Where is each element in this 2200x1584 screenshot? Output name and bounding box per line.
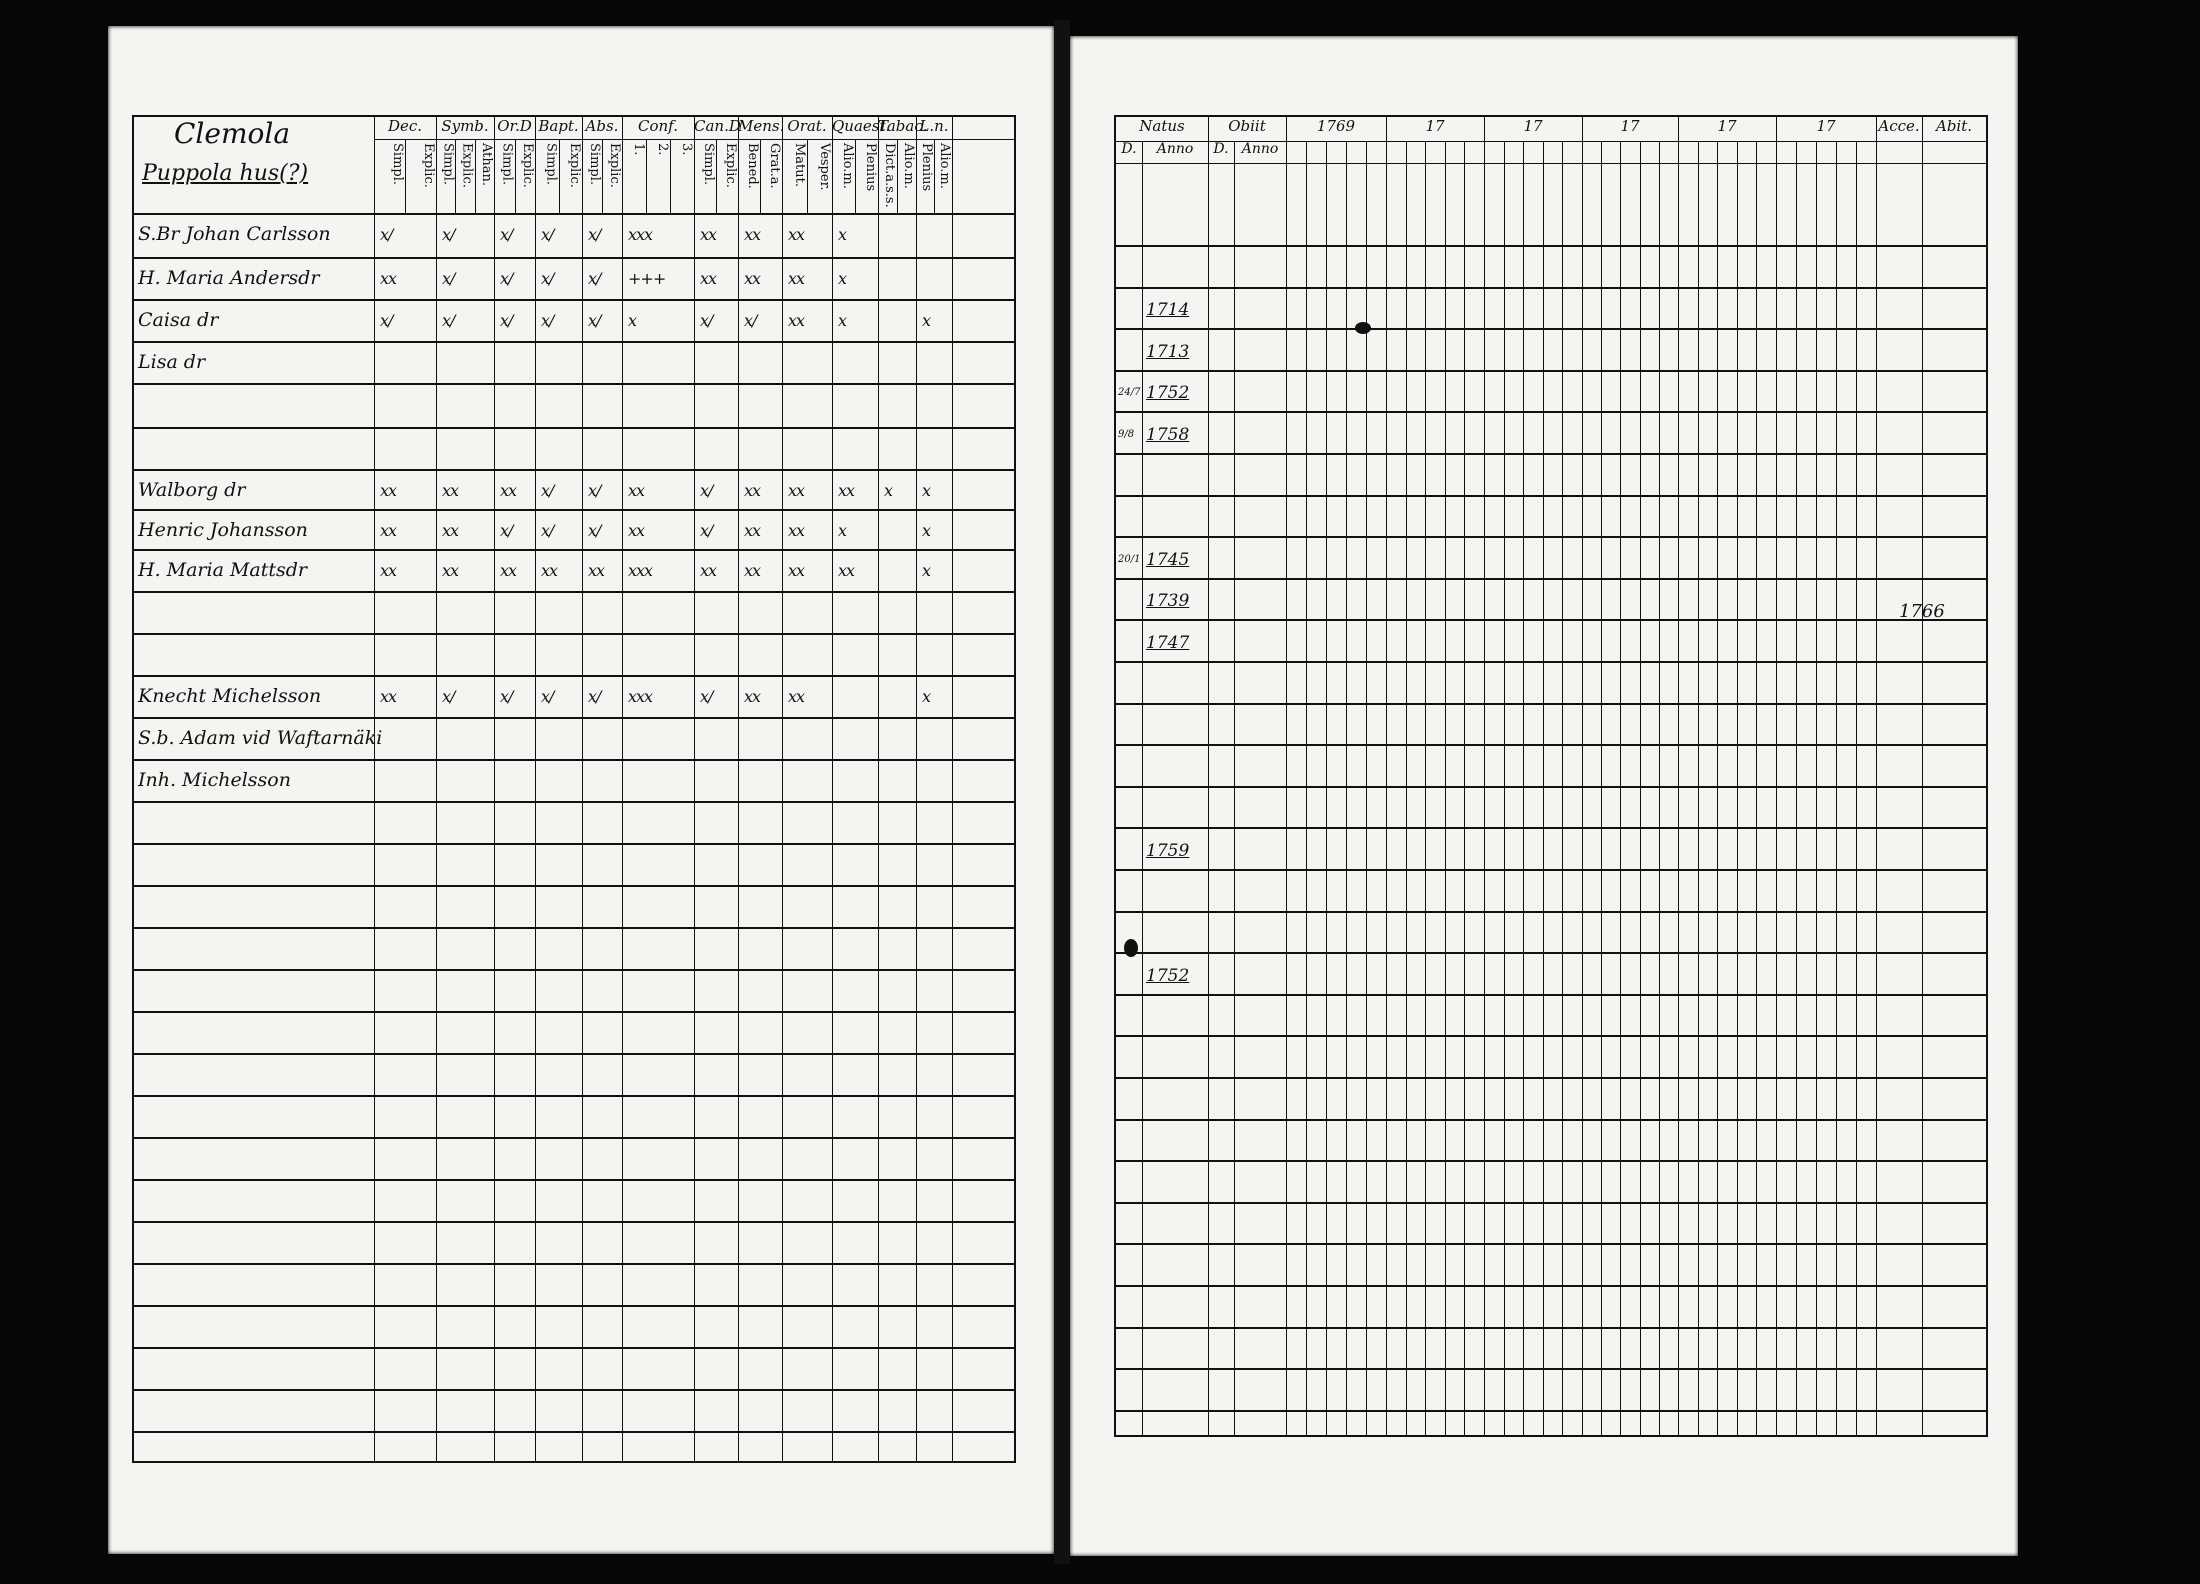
subcolumn-line: [934, 139, 935, 213]
person-name: S.Br Johan Carlsson: [138, 223, 331, 245]
table-row: [134, 725, 1014, 759]
birth-day: 24/7: [1118, 387, 1141, 398]
catechism-mark: x/: [500, 269, 513, 288]
birth-day: 20/1: [1118, 554, 1141, 565]
column-subheader: Simpl.: [701, 143, 716, 186]
column-subheader: Plenius: [919, 143, 934, 192]
column-subheader: Simpl.: [390, 143, 405, 186]
catechism-mark: x/: [380, 311, 393, 330]
person-name: Lisa dr: [138, 351, 206, 373]
row-line: [134, 1431, 1014, 1433]
birth-day: 9/8: [1118, 429, 1135, 440]
column-subheader: Explic.: [520, 143, 535, 188]
catechism-mark: xx: [442, 561, 459, 580]
catechism-mark: x/: [500, 311, 513, 330]
row-line: [134, 427, 1014, 429]
birth-year: 1752: [1146, 966, 1190, 986]
catechism-mark: xx: [838, 481, 855, 500]
row-line: [1116, 827, 1986, 829]
row-line: [134, 1179, 1014, 1181]
row-line: [134, 1389, 1014, 1391]
column-subheader: Simpl.: [440, 143, 456, 186]
catechism-mark: xx: [541, 561, 558, 580]
catechism-mark: xx: [380, 521, 397, 540]
catechism-mark: x: [838, 521, 847, 540]
catechism-mark: x/: [380, 225, 393, 244]
catechism-mark: x: [838, 225, 847, 244]
column-header: Tabac.: [878, 117, 928, 135]
column-header: Can.D: [694, 117, 741, 135]
column-subheader: Bened.: [745, 143, 760, 189]
row-line: [134, 1137, 1014, 1139]
catechism-mark: x/: [588, 521, 601, 540]
catechism-mark: x/: [700, 311, 713, 330]
column-header: Bapt.: [538, 117, 579, 135]
row-line: [134, 341, 1014, 343]
table-row: [134, 517, 1014, 551]
catechism-mark: xx: [700, 225, 717, 244]
column-header: 17: [1717, 117, 1737, 135]
catechism-mark: x/: [700, 687, 713, 706]
catechism-mark: x: [922, 481, 931, 500]
column-subheader: 1.: [631, 143, 646, 156]
person-name: Caisa dr: [138, 309, 219, 331]
catechism-mark: x/: [500, 225, 513, 244]
row-line: [1116, 744, 1986, 746]
row-line: [134, 759, 1014, 761]
catechism-mark: x/: [744, 311, 757, 330]
column-header: Or.D: [497, 117, 532, 135]
column-subheader: Matut.: [792, 143, 807, 188]
subcolumn-line: [455, 139, 456, 213]
catechism-mark: x: [922, 687, 931, 706]
catechism-mark: x/: [541, 521, 554, 540]
column-header: Dec.: [387, 117, 423, 135]
column-subheader: Grat.a.: [767, 143, 782, 189]
subcolumn-line: [559, 139, 560, 213]
column-subheader: Anno: [1241, 141, 1279, 157]
table-row: [134, 767, 1014, 801]
catechism-mark: xx: [500, 481, 517, 500]
column-header: Acce.: [1878, 117, 1920, 135]
column-header: Conf.: [638, 117, 678, 135]
table-row: [1116, 419, 1986, 453]
catechism-mark: xx: [788, 561, 805, 580]
subcolumn-line: [475, 139, 476, 213]
row-line: [134, 469, 1014, 471]
catechism-mark: xx: [788, 311, 805, 330]
table-row: [1116, 585, 1986, 619]
catechism-mark: xx: [628, 481, 645, 500]
catechism-mark: x/: [588, 225, 601, 244]
row-line: [1116, 952, 1986, 954]
row-line: [1116, 1410, 1986, 1412]
catechism-mark: x/: [541, 311, 554, 330]
column-header: Abit.: [1935, 117, 1973, 135]
row-line: [1116, 911, 1986, 913]
catechism-mark: xx: [838, 561, 855, 580]
row-line: [134, 1263, 1014, 1265]
catechism-mark: x/: [442, 225, 455, 244]
column-header: Natus: [1139, 117, 1185, 135]
column-subheader: Simpl.: [543, 143, 559, 186]
subcolumn-line: [760, 139, 761, 213]
row-line: [1116, 1368, 1986, 1370]
column-subheader: Explic.: [723, 143, 738, 188]
birth-year: 1747: [1146, 633, 1190, 653]
person-name: H. Maria Andersdr: [138, 267, 320, 289]
column-subheader: Simpl.: [499, 143, 515, 186]
row-line: [1116, 245, 1986, 247]
catechism-mark: x/: [541, 481, 554, 500]
birth-year: 1752: [1146, 383, 1190, 403]
row-line: [134, 1221, 1014, 1223]
column-header: 17: [1425, 117, 1445, 135]
catechism-mark: xx: [744, 561, 761, 580]
catechism-mark: xx: [788, 481, 805, 500]
catechism-mark: x/: [588, 311, 601, 330]
column-subheader: Plenius: [863, 143, 878, 192]
catechism-mark: xx: [500, 561, 517, 580]
subcolumn-line: [515, 139, 516, 213]
row-line: [1116, 411, 1986, 413]
row-line: [1116, 1202, 1986, 1204]
left-page: [108, 26, 1054, 1554]
column-subheader: Explic.: [459, 143, 475, 188]
row-line: [1116, 619, 1986, 621]
catechism-mark: x: [884, 481, 893, 500]
column-subheader: 2.: [655, 143, 670, 156]
catechism-mark: x: [922, 561, 931, 580]
catechism-mark: xx: [788, 269, 805, 288]
column-subheader: Explic.: [567, 143, 582, 188]
subcolumn-line: [405, 139, 406, 213]
row-line: [1116, 1077, 1986, 1079]
catechism-mark: x/: [541, 687, 554, 706]
row-line: [1116, 1243, 1986, 1245]
column-header: 17: [1816, 117, 1836, 135]
birth-year: 1745: [1146, 550, 1190, 570]
catechism-mark: +++: [628, 269, 666, 288]
row-line: [134, 1011, 1014, 1013]
farm-subtitle: Puppola hus(?): [142, 161, 309, 186]
row-line: [1116, 703, 1986, 705]
catechism-mark: xx: [442, 521, 459, 540]
catechism-mark: xx: [588, 561, 605, 580]
column-subheader: Dict.a.s.s.: [882, 143, 897, 208]
catechism-mark: x: [922, 311, 931, 330]
row-line: [134, 675, 1014, 677]
table-row: [1116, 835, 1986, 869]
row-line: [1116, 786, 1986, 788]
header-line: [134, 213, 1014, 215]
ink-blot: [1124, 939, 1138, 957]
table-row: [1116, 294, 1986, 328]
column-header: 1769: [1316, 117, 1356, 135]
catechism-mark: xx: [380, 687, 397, 706]
catechism-mark: xx: [744, 481, 761, 500]
row-line: [134, 843, 1014, 845]
catechism-mark: xx: [700, 269, 717, 288]
table-row: [134, 307, 1014, 341]
catechism-mark: x: [838, 269, 847, 288]
row-line: [134, 1305, 1014, 1307]
catechism-mark: xx: [744, 687, 761, 706]
column-header: Quaest.: [832, 117, 891, 135]
birth-year: 1758: [1146, 425, 1190, 445]
catechism-mark: xx: [744, 521, 761, 540]
column-header: L.n.: [919, 117, 949, 135]
row-line: [134, 969, 1014, 971]
table-row: [1116, 336, 1986, 370]
column-header: Obiit: [1228, 117, 1266, 135]
row-line: [1116, 661, 1986, 663]
column-subheader: Alio.m.: [840, 143, 855, 189]
table-row: [134, 265, 1014, 299]
birth-year: 1713: [1146, 342, 1190, 362]
table-row: [134, 221, 1014, 255]
catechism-mark: x/: [442, 269, 455, 288]
row-line: [134, 299, 1014, 301]
book-gutter: [1054, 20, 1070, 1564]
column-subheader: Simpl.: [587, 143, 602, 186]
ink-blot: [1355, 322, 1371, 334]
row-line: [134, 633, 1014, 635]
row-line: [1116, 495, 1986, 497]
person-name: H. Maria Mattsdr: [138, 559, 308, 581]
row-line: [134, 591, 1014, 593]
birth-year: 1759: [1146, 841, 1190, 861]
catechism-mark: xx: [380, 481, 397, 500]
right-page: [1070, 36, 2018, 1556]
row-line: [1116, 1160, 1986, 1162]
subcolumn-line: [807, 139, 808, 213]
table-row: [134, 349, 1014, 383]
header-line: [374, 139, 1014, 140]
table-row: [134, 477, 1014, 511]
column-header: Abs.: [585, 117, 619, 135]
village-title: Clemola: [174, 117, 291, 150]
row-line: [134, 801, 1014, 803]
row-line: [1116, 1327, 1986, 1329]
row-line: [1116, 869, 1986, 871]
column-header: Orat.: [787, 117, 827, 135]
column-subheader: D.: [1121, 141, 1137, 157]
column-subheader: 3.: [679, 143, 694, 156]
person-name: S.b. Adam vid Waftarnäki: [138, 727, 383, 749]
catechism-mark: xx: [788, 225, 805, 244]
catechism-mark: x/: [700, 521, 713, 540]
catechism-mark: x/: [541, 225, 554, 244]
catechism-mark: xx: [788, 687, 805, 706]
row-line: [134, 383, 1014, 385]
column-header: 17: [1523, 117, 1543, 135]
catechism-mark: x/: [588, 481, 601, 500]
row-line: [1116, 370, 1986, 372]
subcolumn-line: [855, 139, 856, 213]
header-line: [1116, 163, 1986, 164]
catechism-mark: x/: [442, 311, 455, 330]
catechism-mark: xx: [788, 521, 805, 540]
catechism-mark: x/: [442, 687, 455, 706]
catechism-mark: xx: [380, 561, 397, 580]
column-subheader: D.: [1213, 141, 1229, 157]
catechism-mark: x/: [541, 269, 554, 288]
person-name: Henric Johansson: [138, 519, 308, 541]
birth-year: 1714: [1146, 300, 1190, 320]
table-row: [1116, 544, 1986, 578]
row-line: [1116, 453, 1986, 455]
catechism-mark: x/: [700, 481, 713, 500]
catechism-mark: x/: [500, 521, 513, 540]
row-line: [134, 1095, 1014, 1097]
table-row: [134, 683, 1014, 717]
catechism-mark: xxx: [628, 687, 653, 706]
column-header: 17: [1620, 117, 1640, 135]
table-row: [134, 557, 1014, 591]
catechism-mark: xxx: [628, 225, 653, 244]
column-subheader: Athan.: [478, 143, 494, 187]
row-line: [1116, 287, 1986, 289]
person-name: Knecht Michelsson: [138, 685, 322, 707]
row-line: [134, 1053, 1014, 1055]
column-header: Symb.: [441, 117, 489, 135]
column-subheader: Anno: [1156, 141, 1194, 157]
column-subheader: Vesper.: [817, 143, 832, 191]
table-row: [1116, 377, 1986, 411]
row-line: [1116, 994, 1986, 996]
subcolumn-line: [897, 139, 898, 213]
row-line: [1116, 1119, 1986, 1121]
row-line: [134, 927, 1014, 929]
table-row: [1116, 960, 1986, 994]
row-line: [134, 717, 1014, 719]
subcolumn-line: [716, 139, 717, 213]
catechism-mark: xx: [700, 561, 717, 580]
person-name: Walborg dr: [138, 479, 246, 501]
person-name: Inh. Michelsson: [138, 769, 291, 791]
row-line: [1116, 1035, 1986, 1037]
subcolumn-line: [646, 139, 647, 213]
row-line: [1116, 578, 1986, 580]
catechism-mark: x/: [588, 687, 601, 706]
row-line: [134, 1347, 1014, 1349]
accessit-year: 1766: [1899, 601, 1945, 622]
column-subheader: Explic.: [421, 143, 436, 188]
row-line: [134, 885, 1014, 887]
row-line: [1116, 1285, 1986, 1287]
birth-year: 1739: [1146, 591, 1190, 611]
catechism-mark: xx: [628, 521, 645, 540]
catechism-table: [132, 115, 1016, 1463]
row-line: [134, 257, 1014, 259]
catechism-mark: xx: [380, 269, 397, 288]
catechism-mark: x: [628, 311, 637, 330]
birth-death-table: [1114, 115, 1988, 1437]
catechism-mark: x: [922, 521, 931, 540]
catechism-mark: xx: [442, 481, 459, 500]
row-line: [1116, 536, 1986, 538]
table-row: [1116, 627, 1986, 661]
catechism-mark: xxx: [628, 561, 653, 580]
catechism-mark: xx: [744, 269, 761, 288]
row-line: [1116, 328, 1986, 330]
column-subheader: Alio.m.: [901, 143, 916, 189]
subcolumn-line: [670, 139, 671, 213]
column-subheader: Explic.: [607, 143, 622, 188]
catechism-mark: x/: [588, 269, 601, 288]
column-header: Mens.: [738, 117, 785, 135]
subcolumn-line: [602, 139, 603, 213]
catechism-mark: x: [838, 311, 847, 330]
catechism-mark: xx: [744, 225, 761, 244]
column-subheader: Alio.m.: [937, 143, 952, 189]
catechism-mark: x/: [500, 687, 513, 706]
